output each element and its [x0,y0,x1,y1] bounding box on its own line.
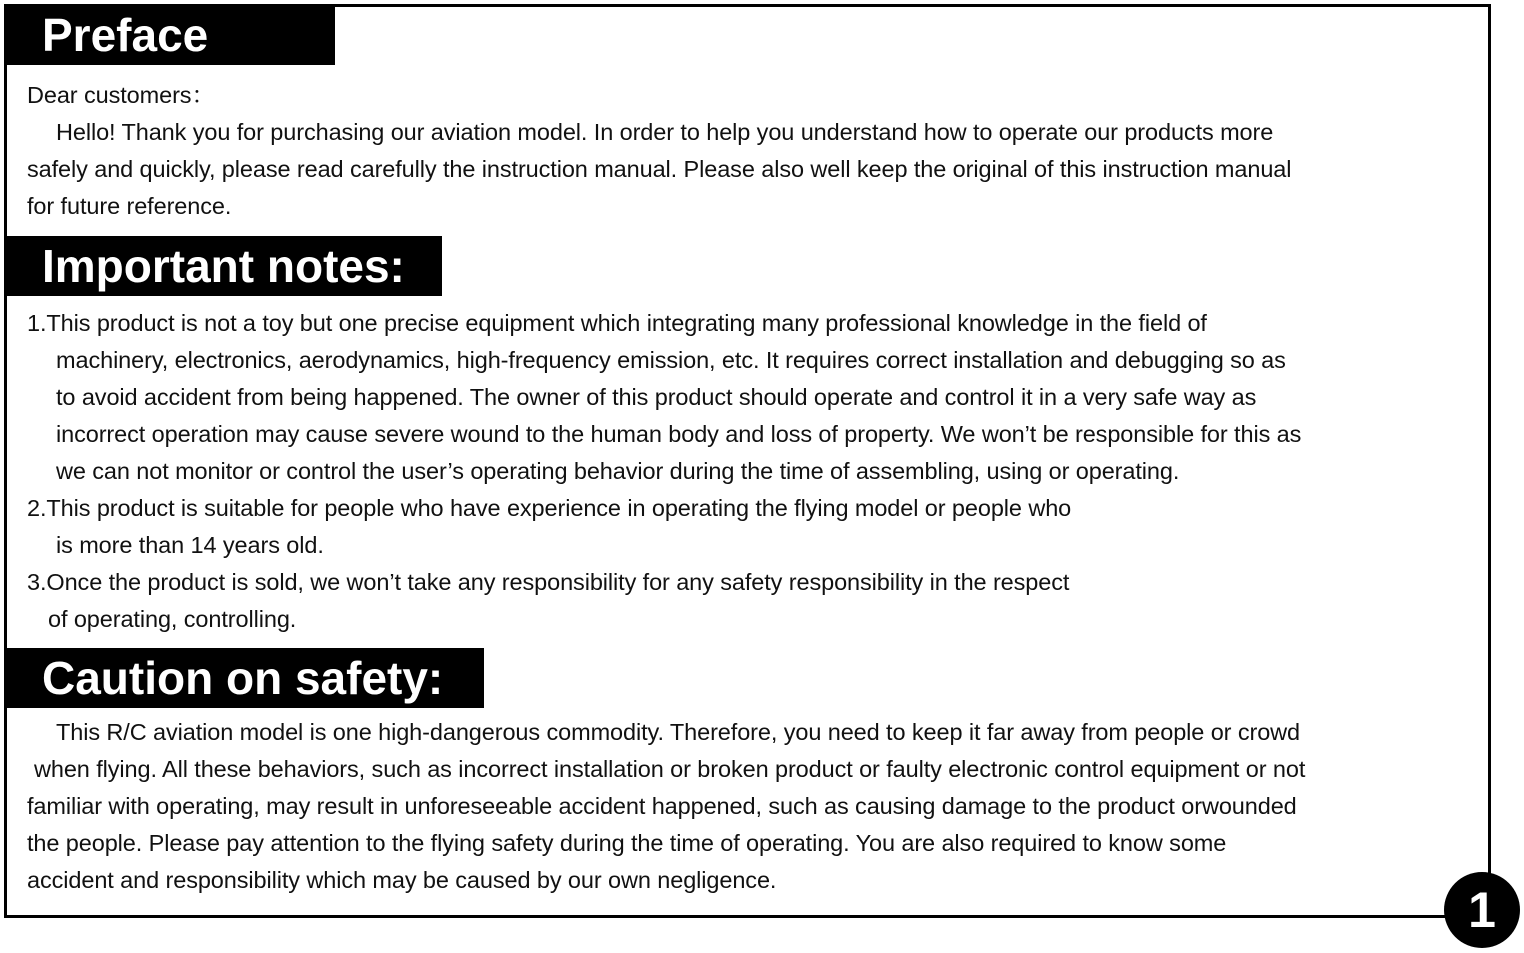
preface-greeting: Dear customers： [27,82,215,108]
preface-heading: Preface [6,5,335,65]
notes-line: 2.This product is suitable for people who have experience in operating the flying model or people who [27,495,1072,521]
notes-line: 1.This product is not a toy but one precise equipment which integrating many professional knowledge in the field of [27,310,1207,336]
important-notes-heading: Important notes: [6,236,442,296]
caution-heading: Caution on safety: [6,648,484,708]
notes-line: machinery, electronics, aerodynamics, high-frequency emission, etc. It requires correct installation and debugging so as [56,347,1286,373]
caution-line: This R/C aviation model is one high-dangerous commodity. Therefore, you need to keep it far away from people or crowd [56,719,1301,745]
caution-line: when flying. All these behaviors, such as incorrect installation or broken product or faulty electronic control equipment or not [34,756,1306,782]
notes-line: is more than 14 years old. [56,532,324,558]
notes-line: incorrect operation may cause severe wound to the human body and loss of property. We won’t be responsible for this as [56,421,1302,447]
page-number-badge: 1 [1444,872,1520,948]
notes-line: of operating, controlling. [48,606,297,632]
caution-line: familiar with operating, may result in unforeseeable accident happened, such as causing damage to the product orwounded [27,793,1297,819]
preface-line: safely and quickly, please read carefully the instruction manual. Please also well keep the original of this instruction manual [27,156,1292,182]
notes-line: to avoid accident from being happened. The owner of this product should operate and control it in a very safe way as [56,384,1257,410]
caution-line: accident and responsibility which may be caused by our own negligence. [27,867,777,893]
caution-line: the people. Please pay attention to the flying safety during the time of operating. You are also required to know some [27,830,1227,856]
preface-line: Hello! Thank you for purchasing our aviation model. In order to help you understand how to operate our products more [56,119,1274,145]
notes-line: we can not monitor or control the user’s operating behavior during the time of assembling, using or operating. [56,458,1180,484]
preface-line: for future reference. [27,193,232,219]
notes-line: 3.Once the product is sold, we won’t take any responsibility for any safety responsibility in the respect [27,569,1070,595]
